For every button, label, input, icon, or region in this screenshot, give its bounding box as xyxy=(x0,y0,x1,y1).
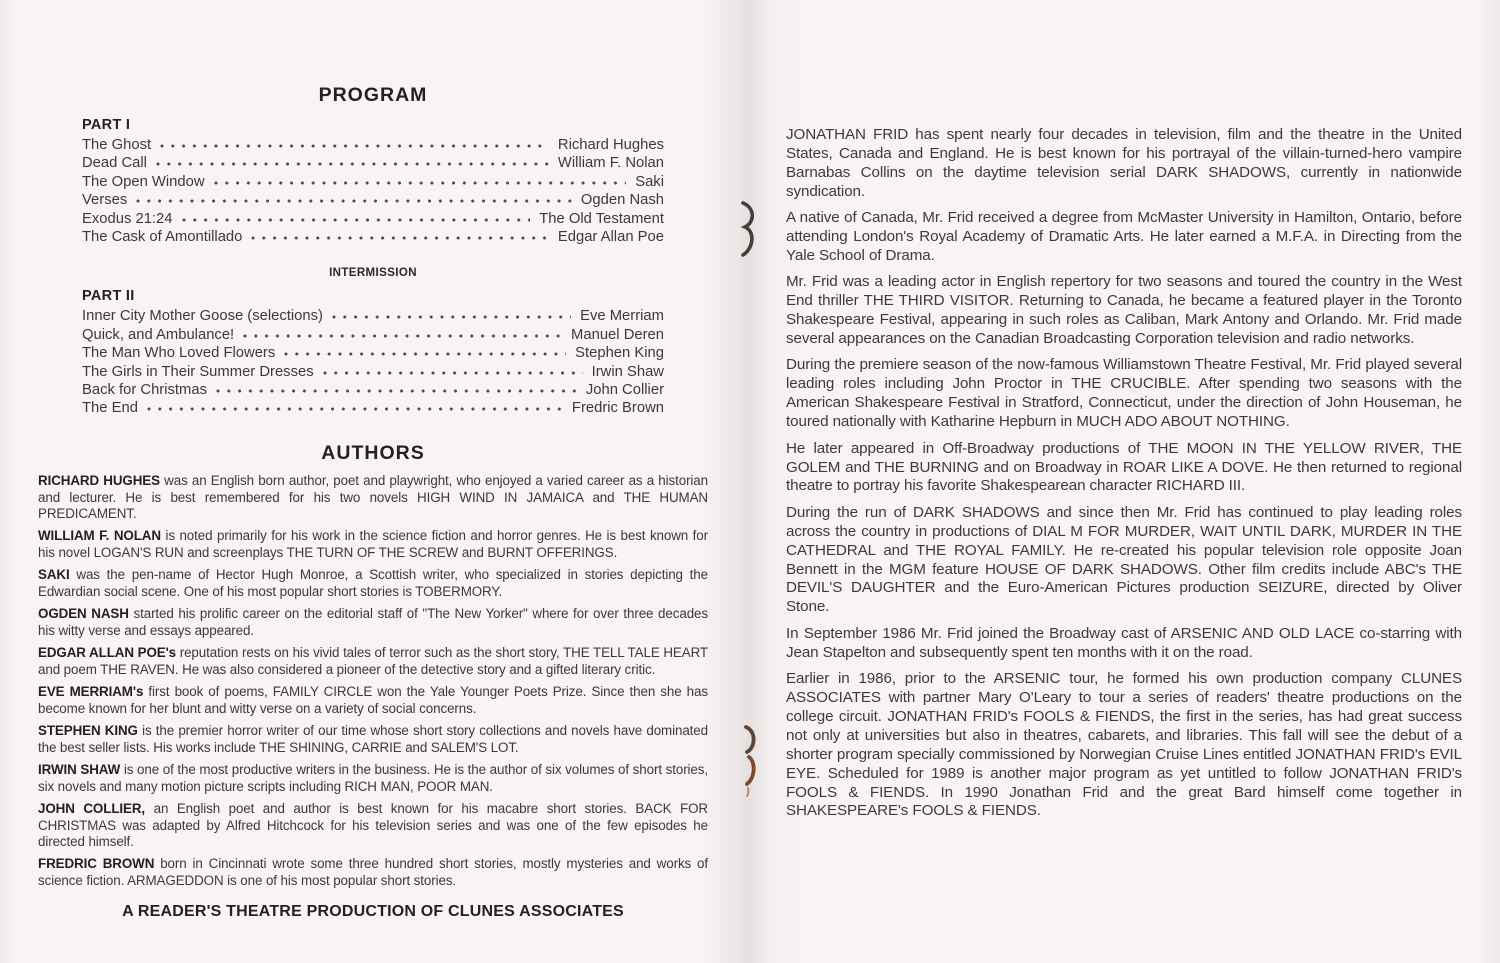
author-bio-text: started his prolific career on the editorial staff of "The New Yorker" where for over three decades his witty verse and essays appeared. xyxy=(38,606,708,638)
staple-icon xyxy=(742,724,764,798)
author-name: IRWIN SHAW xyxy=(38,761,121,777)
program-item xyxy=(82,136,664,154)
dot-leader xyxy=(214,181,627,185)
author-bio-text: is noted primarily for his work in the science fiction and horror genres. He is best known for his novel LOGAN'S RUN and screenplays THE TURN OF THE SCREW and BURNT OFFERINGS. xyxy=(38,528,709,561)
program-item-author: Stephen King xyxy=(575,345,664,362)
dot-leader xyxy=(284,352,566,356)
author-name: SAKI xyxy=(38,567,70,583)
program-title: PROGRAM xyxy=(318,84,428,106)
program-item xyxy=(82,154,664,172)
program-item-title: The Cask of Amontillado xyxy=(82,229,243,246)
program-item-author: William F. Nolan xyxy=(557,155,664,172)
dot-leader xyxy=(182,218,531,222)
program-item xyxy=(82,344,664,362)
author-name: OGDEN NASH xyxy=(38,606,129,622)
program-item xyxy=(82,228,664,246)
author-bio-text: was an English born author, poet and playwright, who enjoyed a varied career as a historian and lecturer. He is best remembered for his two novels HIGH WIND IN JAMAICA and THE HUMAN PREDICAMENT. xyxy=(38,472,708,522)
bio-paragraph: During the premiere season of the now-famous Williamstown Theatre Festival, Mr. Frid played several leading roles including John Proctor in THE CRUCIBLE. After spending two seasons with the American Shakespeare Festival in Stratford, Connecticut, under the direction of John Houseman, he toured nationally with Katharine Hepburn in MUCH ADO ABOUT NOTHING. xyxy=(786,356,1462,431)
dot-leader xyxy=(216,389,577,393)
dot-leader xyxy=(160,144,549,148)
author-name: JOHN COLLIER, xyxy=(38,800,146,816)
part2-label: PART II xyxy=(82,288,135,305)
program-item-title: The Open Window xyxy=(82,173,205,190)
author-bio xyxy=(38,723,708,756)
program-item xyxy=(82,381,664,399)
program-item-title: The Man Who Loved Flowers xyxy=(82,345,276,362)
dot-leader xyxy=(332,315,571,319)
authors-title: AUTHORS xyxy=(321,441,425,464)
dot-leader xyxy=(147,407,563,411)
program-item xyxy=(82,399,664,417)
program-item-author: Manuel Deren xyxy=(571,326,664,343)
author-bio xyxy=(38,645,708,678)
program-item-title: Quick, and Ambulance! xyxy=(82,326,235,343)
program-item-title: The Girls in Their Summer Dresses xyxy=(82,363,314,380)
program-item-author: Fredric Brown xyxy=(571,400,664,417)
program-item-title: Exodus 21:24 xyxy=(82,210,173,227)
author-bio xyxy=(38,473,708,523)
author-bio xyxy=(38,801,708,851)
author-bio-text: is one of the most productive writers in the business. He is the author of six volumes of short stories, six novels and many motion picture scripts including RICH MAN, POOR MAN. xyxy=(38,761,708,794)
program-item-title: Back for Christmas xyxy=(82,382,207,399)
program-item-author: Edgar Allan Poe xyxy=(557,229,664,246)
program-item-author: The Old Testament xyxy=(539,210,664,227)
bio-paragraph: During the run of DARK SHADOWS and since then Mr. Frid has continued to play leading roles across the country in productions of DIAL M FOR MURDER, WAIT UNTIL DARK, MURDER IN THE CATHEDRAL and THE ROYAL FAMILY. He re-created his popular television role opposite Joan Bennett in the MGM feature HOUSE OF DARK SHADOWS. Other film credits include ABC's THE DEVIL'S DAUGHTER and the Euro-American Pictures production SEIZURE, directed by Oliver Stone. xyxy=(786,503,1462,616)
program-item-title: The End xyxy=(82,400,138,417)
bio-paragraph: A native of Canada, Mr. Frid received a degree from McMaster University in Hamilton, Ontario, before attending London's Royal Academy of Dramatic Arts. He later earned a M.F.A. in Directing from the Yale School of Drama. xyxy=(786,209,1462,264)
dot-leader xyxy=(136,199,572,203)
author-name: WILLIAM F. NOLAN xyxy=(38,528,161,544)
author-bio-text: born in Cincinnati wrote some three hundred short stories, mostly mysteries and works of science fiction. ARMAGEDDON is one of his most popular short stories. xyxy=(38,856,709,889)
author-bio xyxy=(38,684,708,717)
program-item-author: Saki xyxy=(635,173,664,190)
staple-icon xyxy=(739,200,761,258)
right-page xyxy=(786,126,1462,829)
author-name: EDGAR ALLAN POE's xyxy=(38,645,177,661)
author-name: STEPHEN KING xyxy=(38,723,138,739)
program-item xyxy=(82,307,664,325)
author-bio xyxy=(38,528,708,561)
program-item xyxy=(82,210,664,228)
program-item-title: Dead Call xyxy=(82,155,147,172)
program-item-author: Richard Hughes xyxy=(557,137,664,153)
intermission-label: INTERMISSION xyxy=(329,267,417,280)
program-item-author: Eve Merriam xyxy=(580,308,664,325)
dot-leader xyxy=(156,162,549,166)
author-bio xyxy=(38,856,708,889)
author-bio xyxy=(38,762,708,795)
author-bio-text: was the pen-name of Hector Hugh Monroe, a Scottish writer, who specialized in stories depicting the Edwardian social scene. One of his most popular short stories is TOBERMORY. xyxy=(38,567,708,600)
program-item-title: Verses xyxy=(82,192,128,209)
program-item xyxy=(82,173,664,191)
bio-paragraph: He later appeared in Off-Broadway productions of THE MOON IN THE YELLOW RIVER, THE GOLEM and THE BURNING and on Broadway in ROAR LIKE A DOVE. He then returned to regional theatre to portray his favorite Shakespearean character RICHARD III. xyxy=(786,439,1462,495)
author-bio-text: is the premier horror writer of our time whose short story collections and novels have dominated the best seller lists. His works include THE SHINING, CARRIE and SALEM'S LOT. xyxy=(38,723,708,755)
dot-leader xyxy=(323,371,583,375)
program-item-title: The Ghost xyxy=(82,137,152,153)
program-item xyxy=(82,326,664,344)
program-item xyxy=(82,363,664,381)
production-footer: A READER'S THEATRE PRODUCTION OF CLUNES ASSOCIATES xyxy=(122,903,624,920)
author-bio xyxy=(38,606,708,639)
program-item-author: Ogden Nash xyxy=(580,192,664,209)
program-item-title: Inner City Mother Goose (selections) xyxy=(82,308,323,325)
author-name: EVE MERRIAM's xyxy=(38,684,144,700)
program-item-author: John Collier xyxy=(585,382,664,399)
author-name: RICHARD HUGHES xyxy=(38,472,160,488)
author-bio-text: first book of poems, FAMILY CIRCLE won the Yale Younger Poets Prize. Since then she has become known for her blunt and witty verse on a variety of social concerns. xyxy=(38,684,708,716)
dot-leader xyxy=(251,236,548,240)
program-item xyxy=(82,191,664,209)
bio-paragraph: Earlier in 1986, prior to the ARSENIC tour, he formed his own production company CLUNES ASSOCIATES with partner Mary O'Leary to tour a series of readers' theatre productions on the college circuit. JONATHAN FRID's FOOLS & FIENDS, the first in the series, has had great success not only at universities but also in theatres, cabarets, and libraries. This fall will see the debut of a shorter program specially commissioned by Norwegian Cruise Lines entitled JONATHAN FRID's EVIL EYE. Scheduled for 1989 is another major program as yet untitled to follow JONATHAN FRID's FOOLS & FIENDS. In 1990 Jonathan Frid and the great Bard himself come together in SHAKESPEARE's FOOLS & FIENDS. xyxy=(786,670,1462,820)
dot-leader xyxy=(243,334,562,338)
author-bio-text: reputation rests on his vivid tales of terror such as the short story, THE TELL TALE HEART and poem THE RAVEN. He was also considered a pioneer of the detective story and a gifted literary critic. xyxy=(38,645,708,677)
author-bio xyxy=(38,567,708,600)
bio-paragraph: In September 1986 Mr. Frid joined the Broadway cast of ARSENIC AND OLD LACE co-starring with Jean Stapelton and subsequently spent ten months with it on the road. xyxy=(786,624,1462,661)
left-page xyxy=(38,84,708,895)
program-item-author: Irwin Shaw xyxy=(591,363,664,380)
part1-label: PART I xyxy=(82,117,131,133)
bio-paragraph: Mr. Frid was a leading actor in English repertory for two seasons and toured the country in the West End thriller THE THIRD VISITOR. Returning to Canada, he became a featured player in the Toronto Shakespeare Festival, appearing in such roles as Caliban, Mark Antony and Orlando. Mr. Frid made several appearances on the Canadian Broadcasting Corporation television and radio networks. xyxy=(786,273,1462,348)
program-part1 xyxy=(38,117,708,418)
author-name: FREDRIC BROWN xyxy=(38,856,155,872)
bio-paragraph: JONATHAN FRID has spent nearly four decades in television, film and the theatre in the United States, Canada and England. He is best known for his portrayal of the villain-turned-hero vampire Barnabas Collins on the daytime television serial DARK SHADOWS, currently in nationwide syndication. xyxy=(786,126,1462,200)
author-bio-text: an English poet and author is best known for his macabre short stories. BACK FOR CHRISTMAS was adapted by Alfred Hitchcock for his television series and was one of the few episodes he directed himself. xyxy=(38,800,708,850)
